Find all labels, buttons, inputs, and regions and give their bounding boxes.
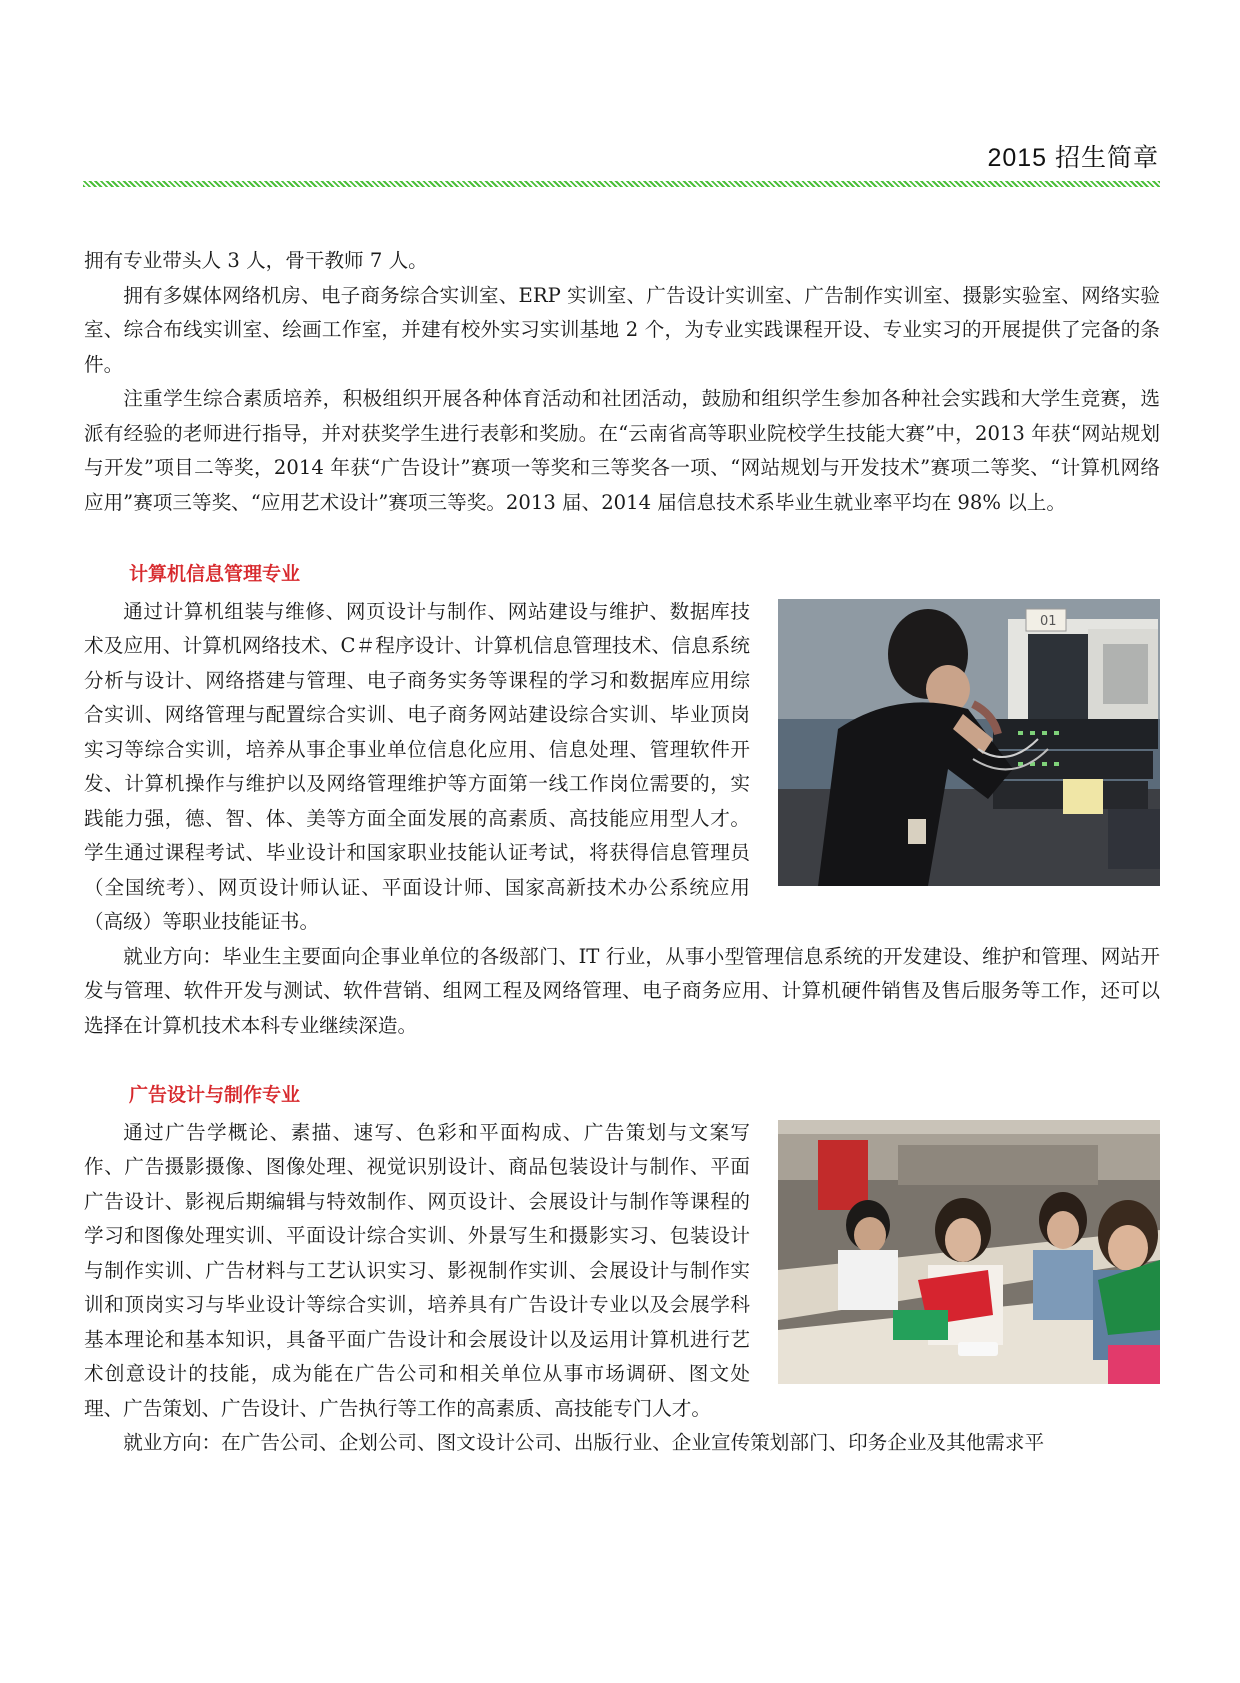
info-management-employment: 就业方向：毕业生主要面向企事业单位的各级部门、IT 行业，从事小型管理信息系统的开发建设、维护和管理、网站开发与管理、软件开发与测试、软件营销、组网工程及网络管理、电子商务应用、计算机硬件销售及售后服务等工作，还可以选择在计算机技术本科专业继续深造。 bbox=[84, 944, 1160, 1037]
header-divider bbox=[83, 181, 1160, 187]
page-content bbox=[84, 244, 1160, 1461]
advertising-design-employment: 就业方向：在广告公司、企划公司、图文设计公司、出版行业、企业宣传策划部门、印务企业及其他需求平 bbox=[123, 1431, 1045, 1454]
photo-label-01: 01 bbox=[1040, 613, 1057, 629]
page-header-title: 2015 招生简章 bbox=[987, 144, 1159, 172]
advertising-design-description: 通过广告学概论、素描、速写、色彩和平面构成、广告策划与文案写作、广告摄影摄像、图像处理、视觉识别设计、商品包装设计与制作、平面广告设计、影视后期编辑与特效制作、网页设计、会展设计与制作等课程的学习和图像处理实训、平面设计综合实训、外景写生和摄影实习、包装设计与制作实训、广告材料与工艺认识实习、影视制作实训、会展设计与制作实训和顶岗实习与毕业设计等综合实训，培养具有广告设计专业以及会展学科基本理论和基本知识，具备平面广告设计和会展设计以及运用计算机进行艺术创意设计的技能，成为能在广告公司和相关单位从事市场调研、图文处理、广告策划、广告设计、广告执行等工作的高素质、高技能专门人才。 bbox=[84, 1120, 750, 1420]
intro-paragraph-2: 拥有多媒体网络机房、电子商务综合实训室、ERP 实训室、广告设计实训室、广告制作实训室、摄影实验室、网络实验室、综合布线实训室、绘画工作室，并建有校外实习实训基地 2 个，为专业实践课程开设、专业实习的开展提供了完备的条件。 bbox=[84, 283, 1160, 376]
intro-paragraph-3: 注重学生综合素质培养，积极组织开展各种体育活动和社团活动，鼓励和组织学生参加各种社会实践和大学生竞赛，选派有经验的老师进行指导，并对获奖学生进行表彰和奖励。在“云南省高等职业院校学生技能大赛”中，2013 年获“网站规划与开发”项目二等奖，2014 年获“广告设计”赛项一等奖和三等奖各一项、“网站规划与开发技术”赛项二等奖、“计算机网络应用”赛项三等奖、“应用艺术设计”赛项三等奖。2013 届、2014 届信息技术系毕业生就业率平均在 98% 以上。 bbox=[84, 387, 1160, 514]
info-management-description: 通过计算机组装与维修、网页设计与制作、网站建设与维护、数据库技术及应用、计算机网络技术、C＃程序设计、计算机信息管理技术、信息系统分析与设计、网络搭建与管理、电子商务实务等课程的学习和数据库应用综合实训、网络管理与配置综合实训、电子商务网站建设综合实训、毕业顶岗实习等综合实训，培养从事企事业单位信息化应用、信息处理、管理软件开发、计算机操作与维护以及网络管理维护等方面第一线工作岗位需要的，实践能力强，德、智、体、美等方面全面发展的高素质、高技能应用型人才。学生通过课程考试、毕业设计和国家职业技能认证考试，将获得信息管理员（全国统考）、网页设计师认证、平面设计师、国家高新技术办公系统应用（高级）等职业技能证书。 bbox=[84, 599, 750, 933]
photo-design-classroom bbox=[778, 1120, 1160, 1384]
photo-network-lab bbox=[778, 599, 1160, 886]
intro-paragraph-1: 拥有专业带头人 3 人，骨干教师 7 人。 bbox=[84, 249, 428, 272]
section-heading-info-management: 计算机信息管理专业 bbox=[129, 564, 301, 585]
section-heading-advertising-design: 广告设计与制作专业 bbox=[129, 1085, 301, 1106]
